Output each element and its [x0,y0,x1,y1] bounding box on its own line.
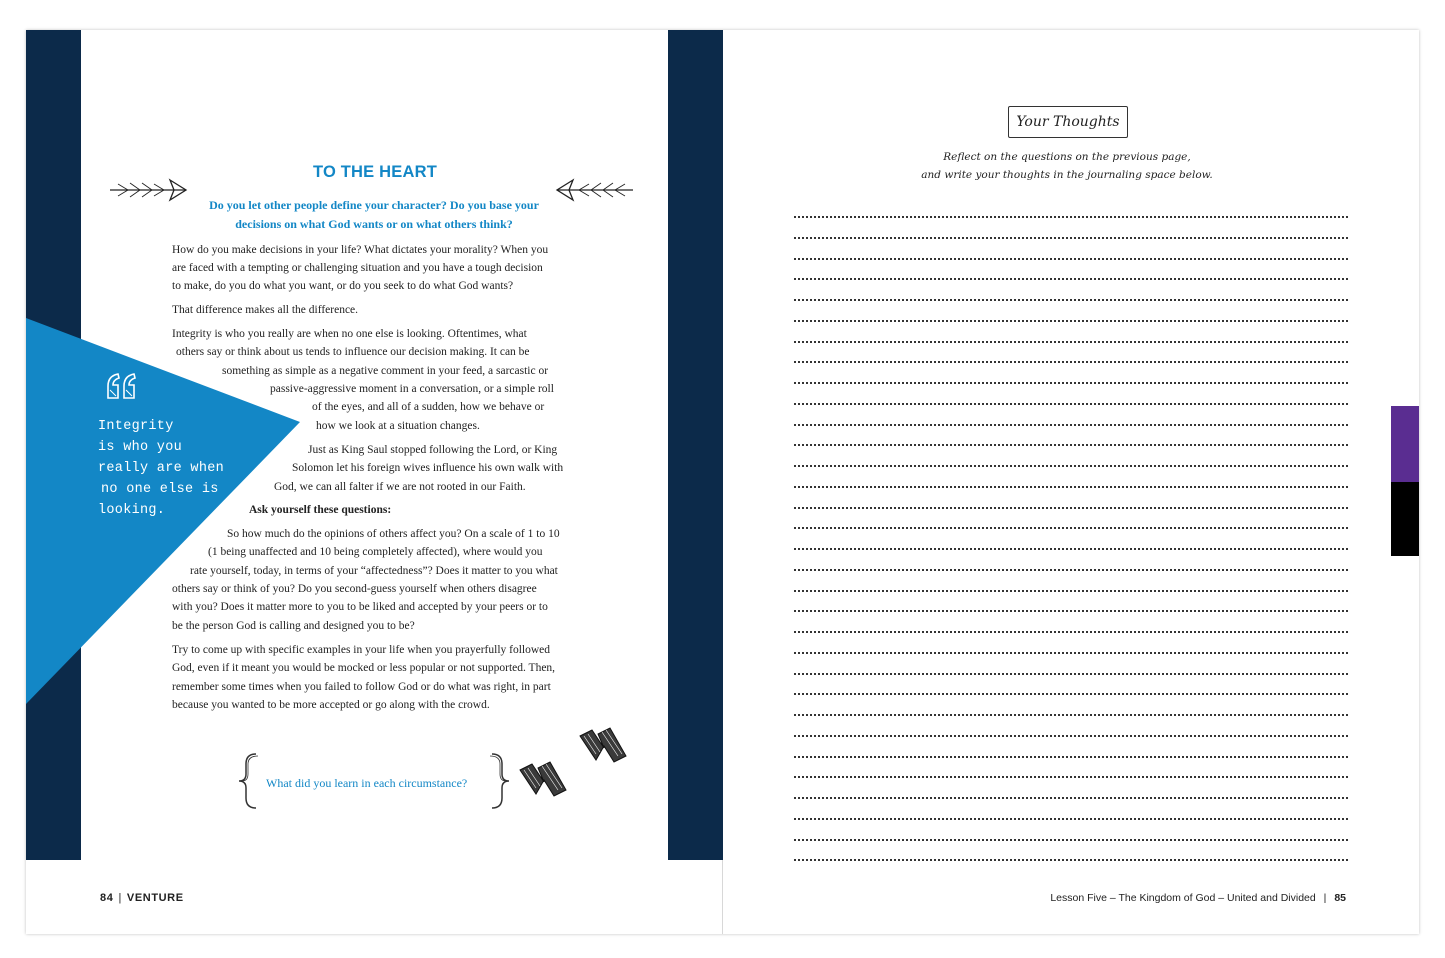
guiding-question-line: Do you let other people define your character? Do you base your [209,198,539,212]
journal-line [794,486,1348,488]
body-line: of the eyes, and all of a sudden, how we behave or [312,401,545,413]
page-number-right: 85 [1334,892,1346,904]
journal-line [794,341,1348,343]
journal-line [794,797,1348,799]
guiding-question-line: decisions on what God wants or on what others think? [235,217,513,231]
section-tab-purple [1391,406,1419,482]
journal-line [794,278,1348,280]
sketch-chevrons-icon [518,726,638,806]
body-line: because you wanted to be more accepted or go along with the crowd. [172,699,490,711]
your-thoughts-box: Your Thoughts [1008,106,1128,138]
body-line: passive-aggressive moment in a conversation, or a simple roll [270,383,554,395]
body-line: how we look at a situation changes. [316,420,480,432]
body-line: rate yourself, today, in terms of your “affectedness”? Does it matter to you what [190,565,558,577]
journal-line [794,859,1348,861]
right-brace-icon [488,752,514,810]
journal-line [794,382,1348,384]
lesson-title: Lesson Five – The Kingdom of God – United and Divided [1050,892,1316,904]
journal-line [794,735,1348,737]
page-number-left: 84 [100,892,114,904]
journal-line [794,237,1348,239]
journal-line [794,361,1348,363]
journal-instruction [886,148,1248,184]
journal-line [794,444,1348,446]
body-line: Try to come up with specific examples in your life when you prayerfully followed [172,644,551,656]
body-line: God, even if it meant you would be mocked or less popular or not supported. Then, [172,662,556,674]
journal-line [794,320,1348,322]
left-brace-icon [236,752,262,810]
journal-line [794,548,1348,550]
pull-quote-line: looking. [98,503,166,518]
body-line: are faced with a tempting or challenging situation and you have a tough decision [172,262,543,274]
journal-line [794,756,1348,758]
pull-quote-line: really are when [98,461,225,476]
body-line: with you? Does it matter more to you to be liked and accepted by your peers or to [172,601,548,613]
journal-instruction-line: and write your thoughts in the journaling space below. [921,169,1213,181]
ask-heading: Ask yourself these questions: [249,504,392,516]
journal-line [794,631,1348,633]
pull-quote [98,416,224,521]
journal-line [794,652,1348,654]
journal-line [794,590,1348,592]
journal-line [794,693,1348,695]
journal-line [794,569,1348,571]
body-line: to make, do you do what you want, or do you seek to do what God wants? [172,280,514,292]
section-tab-black [1391,482,1419,556]
quote-mark-icon [104,372,140,402]
body-line: others say or think of you? Do you second-guess yourself when others disagree [172,583,537,595]
pull-quote-line: no one else is [101,482,219,497]
learn-prompt: What did you learn in each circumstance? [266,776,468,790]
sketch-arrow-right-icon [108,178,190,202]
journal-line [794,818,1348,820]
body-line: others say or think about us tends to influence our decision making. It can be [176,346,530,358]
journal-line [794,714,1348,716]
body-line: Solomon let his foreign wives influence his own walk with [292,462,564,474]
journal-line [794,839,1348,841]
journal-line [794,299,1348,301]
body-line: (1 being unaffected and 10 being completely affected), where would you [208,546,543,558]
journal-line [794,776,1348,778]
journal-line [794,403,1348,405]
body-line: something as simple as a negative comment in your feed, a sarcastic or [222,365,549,377]
body-line: That difference makes all the difference. [172,304,359,316]
journal-line [794,216,1348,218]
footer-separator: | [118,892,122,904]
guiding-question [194,196,554,234]
pull-quote-line: Integrity [98,419,174,434]
body-line: be the person God is calling and designed you to be? [172,620,415,632]
body-line: remember some times when you failed to follow God or do what was right, in part [172,681,551,693]
journal-line [794,424,1348,426]
journal-line [794,673,1348,675]
body-line: So how much do the opinions of others affect you? On a scale of 1 to 10 [227,528,560,540]
body-line: How do you make decisions in your life? What dictates your morality? When you [172,244,549,256]
journal-line [794,258,1348,260]
journal-line [794,507,1348,509]
book-title: VENTURE [126,892,184,904]
journal-line [794,465,1348,467]
footer-separator: | [1323,892,1327,904]
inner-navy-bar [668,30,723,860]
body-line: Integrity is who you really are when no one else is looking. Oftentimes, what [172,328,527,340]
journal-instruction-line: Reflect on the questions on the previous page, [943,151,1191,163]
journal-line [794,610,1348,612]
body-line: Just as King Saul stopped following the Lord, or King [308,444,558,456]
footer-left [100,892,184,904]
book-spread [26,30,1419,934]
pull-quote-line: is who you [98,440,183,455]
footer-right [1026,892,1346,904]
journal-line [794,527,1348,529]
body-line: God, we can all falter if we are not rooted in our Faith. [274,481,526,493]
section-heading: TO THE HEART [312,163,437,181]
sketch-arrow-left-icon [553,178,635,202]
